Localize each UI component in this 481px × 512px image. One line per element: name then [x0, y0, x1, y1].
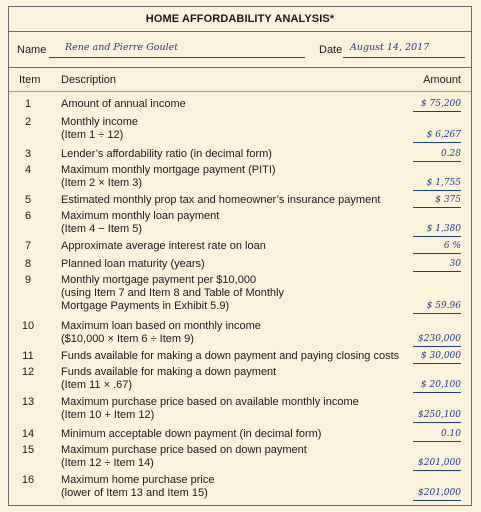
description-line: Estimated monthly prop tax and homeowner’s insurance payment [61, 194, 381, 206]
item-number: 14 [21, 428, 35, 440]
item-description [61, 474, 214, 500]
item-amount[interactable]: $ 1,380 [413, 223, 461, 237]
item-amount[interactable]: 6 % [413, 240, 461, 254]
name-underline [49, 57, 305, 58]
description-line: (Item 4 − Item 5) [61, 223, 142, 235]
date-label: Date [319, 44, 343, 56]
divider [9, 91, 471, 92]
item-amount[interactable]: $ 20,100 [413, 379, 461, 393]
item-description [61, 350, 399, 363]
item-description [61, 98, 186, 111]
item-description [61, 116, 138, 142]
item-amount[interactable]: $250,100 [413, 409, 461, 423]
description-line: Planned loan maturity (years) [61, 258, 205, 270]
item-amount[interactable]: $ 1,755 [413, 177, 461, 191]
description-line: Lender’s affordability ratio (in decimal form) [61, 148, 272, 160]
item-number: 11 [22, 350, 34, 362]
item-description [61, 428, 321, 441]
description-line: Monthly income [61, 116, 139, 128]
item-number: 5 [24, 194, 32, 206]
item-description [61, 274, 284, 313]
item-description [61, 164, 276, 190]
item-amount[interactable]: $201,000 [413, 457, 461, 471]
item-amount[interactable]: $ 30,000 [413, 350, 461, 364]
item-description [61, 240, 266, 253]
description-line: ($10,000 × Item 6 ÷ Item 9) [61, 333, 194, 345]
description-line: (Item 10 + Item 12) [61, 409, 155, 421]
item-amount[interactable]: $ 59.96 [413, 300, 461, 314]
item-number: 1 [24, 98, 32, 110]
item-number: 10 [21, 320, 35, 332]
item-description [61, 148, 272, 161]
item-number: 9 [24, 274, 32, 286]
item-number: 16 [21, 474, 35, 486]
item-description [61, 210, 219, 236]
item-number: 4 [24, 164, 32, 176]
item-amount[interactable]: 0.28 [413, 148, 461, 162]
item-number: 13 [21, 396, 35, 408]
item-number: 2 [24, 116, 32, 128]
description-line: (Item 2 × Item 3) [61, 177, 142, 189]
form-title: HOME AFFORDABILITY ANALYSIS* [145, 13, 335, 25]
description-line: Monthly mortgage payment per $10,000 [61, 274, 257, 286]
description-line: Maximum purchase price based on down payment [61, 444, 307, 456]
item-description [61, 396, 359, 422]
item-number: 8 [24, 258, 32, 270]
description-line: Maximum monthly loan payment [61, 210, 220, 222]
column-header-item: Item [19, 74, 41, 86]
description-line: Amount of annual income [61, 98, 186, 110]
item-amount[interactable]: $ 375 [413, 194, 461, 208]
description-line: Funds available for making a down payment [61, 366, 277, 378]
item-amount[interactable]: $230,000 [413, 333, 461, 347]
column-header-description: Description [61, 74, 117, 86]
description-line: Maximum monthly mortgage payment (PITI) [61, 164, 276, 176]
description-line: Maximum loan based on monthly income [61, 320, 261, 332]
item-number: 3 [24, 148, 32, 160]
name-label: Name [17, 44, 47, 56]
item-description [61, 258, 205, 271]
description-line: (Item 11 × .67) [61, 379, 133, 391]
item-amount[interactable]: $201,000 [413, 487, 461, 501]
description-line: Minimum acceptable down payment (in decimal form) [61, 428, 322, 440]
item-amount[interactable]: 0.10 [413, 428, 461, 442]
description-line: (using Item 7 and Item 8 and Table of Monthly [61, 287, 284, 299]
description-line: Approximate average interest rate on loan [61, 240, 266, 252]
item-description [61, 444, 307, 470]
description-line: (lower of Item 13 and Item 15) [61, 487, 208, 499]
description-line: Maximum home purchase price [61, 474, 215, 486]
item-amount[interactable]: 30 [413, 258, 461, 272]
name-value[interactable]: Rene and Pierre Goulet [65, 42, 179, 53]
date-underline [343, 57, 465, 58]
divider [9, 31, 471, 32]
item-amount[interactable]: $ 6,267 [413, 129, 461, 143]
description-line: Mortgage Payments in Exhibit 5.9) [61, 300, 230, 312]
description-line: (Item 12 ÷ Item 14) [61, 457, 154, 469]
item-description [61, 366, 276, 392]
description-line: (Item 1 ÷ 12) [61, 129, 124, 141]
analysis-form [8, 6, 472, 506]
item-amount[interactable]: $ 75,200 [413, 98, 461, 112]
item-number: 7 [24, 240, 32, 252]
item-number: 6 [24, 210, 32, 222]
divider [9, 67, 471, 68]
column-header-amount: Amount [423, 74, 461, 86]
item-number: 12 [21, 366, 35, 378]
date-value[interactable]: August 14, 2017 [350, 42, 430, 53]
description-line: Funds available for making a down payment and paying closing costs [61, 350, 400, 362]
item-number: 15 [21, 444, 35, 456]
description-line: Maximum purchase price based on available monthly income [61, 396, 359, 408]
item-description [61, 320, 261, 346]
item-description [61, 194, 380, 207]
